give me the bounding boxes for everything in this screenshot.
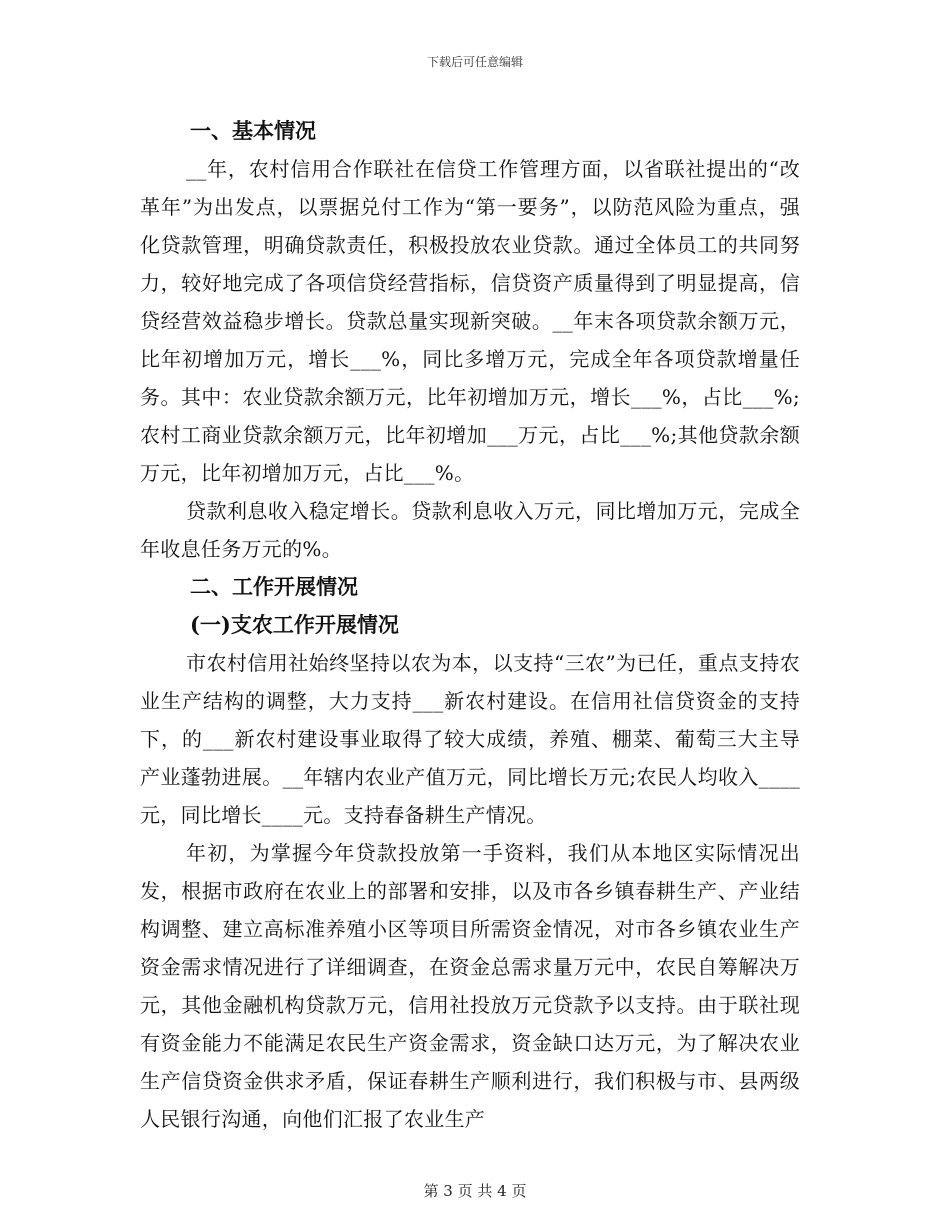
page-footer: 第 3 页 共 4 页: [423, 1182, 527, 1200]
section-heading-work-progress: 二、工作开展情况: [190, 574, 358, 599]
subsection-heading-agri-support: (一)支农工作开展情况: [190, 612, 399, 637]
paragraph-agri-support: 市农村信用社始终坚持以农为本，以支持“三农”为已任，重点支持农业生产结构的调整，大力支持___新农村建设。在信用社信贷资金的支持下，的___新农村建设事业取得了较大成绩，养殖、棚菜、葡萄三大主导产业蓬勃进展。__年辖内农业产值万元，同比增长万元;农民人均收入____元，同比增长____元。支持春备耕生产情况。: [140, 651, 800, 827]
paragraph-loan-overview: __年，农村信用合作联社在信贷工作管理方面，以省联社提出的“改革年”为出发点，以票据兑付工作为“第一要务”，以防范风险为重点，强化贷款管理，明确贷款责任，积极投放农业贷款。通过全体员工的共同努力，较好地完成了各项信贷经营指标，信贷资产质量得到了明显提高，信贷经营效益稳步增长。贷款总量实现新突破。__年末各项贷款余额万元，比年初增加万元，增长___%，同比多增万元，完成全年各项贷款增量任务。其中：农业贷款余额万元，比年初增加万元，增长___%，占比___%;农村工商业贷款余额万元，比年初增加___万元，占比___%;其他贷款余额万元，比年初增加万元，占比___%。: [140, 157, 800, 485]
paragraph-spring-plowing: 年初，为掌握今年贷款投放第一手资料，我们从本地区实际情况出发，根据市政府在农业上的部署和安排，以及市各乡镇春耕生产、产业结构调整、建立高标准养殖小区等项目所需资金情况，对市各乡镇农业生产资金需求情况进行了详细调查，在资金总需求量万元中，农民自筹解决万元，其他金融机构贷款万元，信用社投放万元贷款予以支持。由于联社现有资金能力不能满足农民生产资金需求，资金缺口达万元，为了解决农业生产信贷资金供求矛盾，保证春耕生产顺利进行，我们积极与市、县两级人民银行沟通，向他们汇报了农业生产: [140, 841, 800, 1131]
section-heading-basic-situation: 一、基本情况: [190, 118, 316, 143]
paragraph-interest-income: 贷款利息收入稳定增长。贷款利息收入万元，同比增加万元，完成全年收息任务万元的%。: [140, 499, 800, 561]
document-body: [140, 112, 800, 1138]
page-header: 下载后可任意编辑: [426, 55, 523, 69]
